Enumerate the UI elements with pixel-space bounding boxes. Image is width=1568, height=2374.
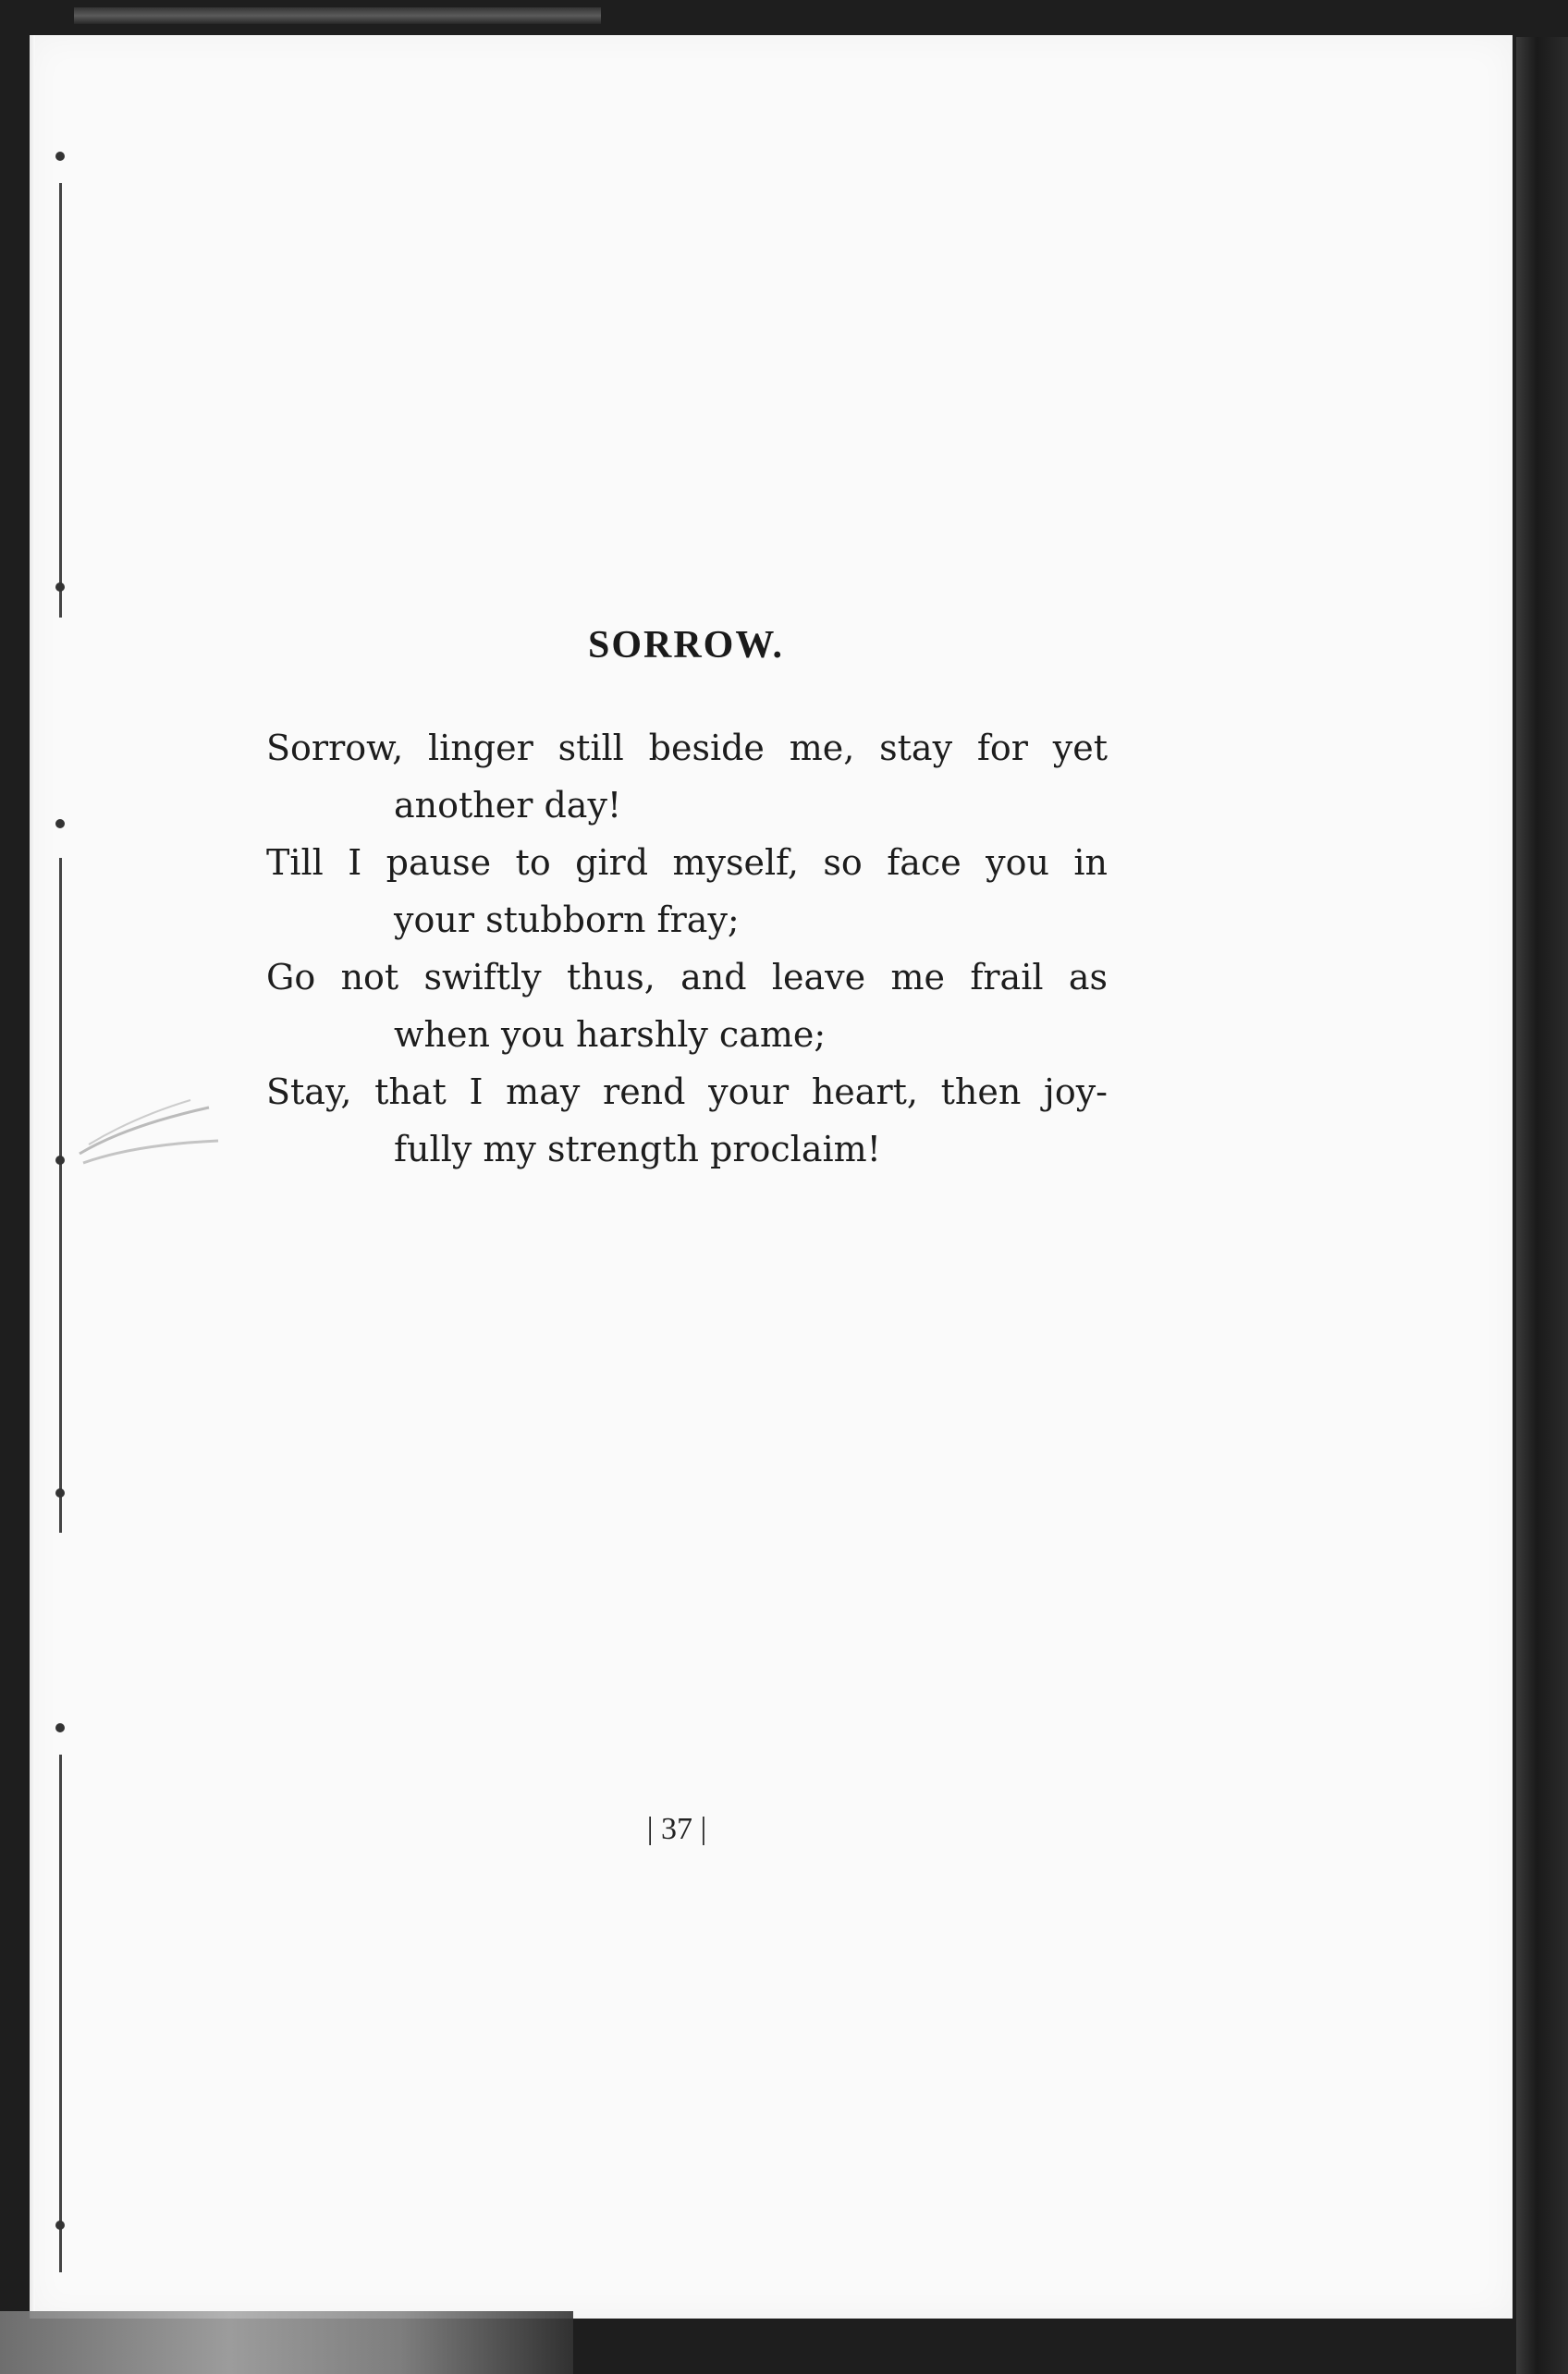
poem-line: [266, 719, 1108, 834]
binding-stitch: [55, 582, 65, 592]
binding-thread: [59, 183, 62, 618]
poem-line-continuation: another day!: [394, 785, 622, 826]
page-number: | 37 |: [646, 1812, 707, 1846]
page-gutter: [30, 35, 35, 2319]
poem-line: [266, 834, 1108, 948]
poem-line: [266, 1063, 1108, 1178]
binding-stitch: [55, 1156, 65, 1165]
poem-line-text: Till I pause to gird myself, so face you in: [266, 842, 1108, 883]
binding-thread: [59, 1755, 62, 2272]
poem-line: [266, 948, 1108, 1063]
poem-line-text: Sorrow, linger still beside me, stay for yet: [266, 728, 1108, 768]
book-right-edge: [1516, 37, 1568, 2374]
poem-line-text: Stay, that I may rend your heart, then joy-: [266, 1071, 1108, 1112]
book-bottom-edge: [0, 2311, 573, 2374]
poem-line-continuation: your stubborn fray;: [394, 899, 740, 940]
binding-stitch: [55, 152, 65, 161]
poem-line-continuation: fully my strength proclaim!: [394, 1129, 881, 1169]
binding-stitch: [55, 1723, 65, 1732]
poem-line-text: Go not swiftly thus, and leave me frail as: [266, 957, 1108, 997]
binding-stitch: [55, 1488, 65, 1498]
book-page: [30, 35, 1513, 2319]
book-top-edge: [74, 7, 601, 24]
pencil-mark: [70, 1089, 227, 1172]
binding-stitch: [55, 819, 65, 828]
binding-stitch: [55, 2221, 65, 2230]
poem-line-continuation: when you harshly came;: [394, 1014, 827, 1055]
binding-thread: [59, 858, 62, 1533]
poem-body: [266, 719, 1108, 1178]
poem-title: SORROW.: [587, 624, 784, 667]
